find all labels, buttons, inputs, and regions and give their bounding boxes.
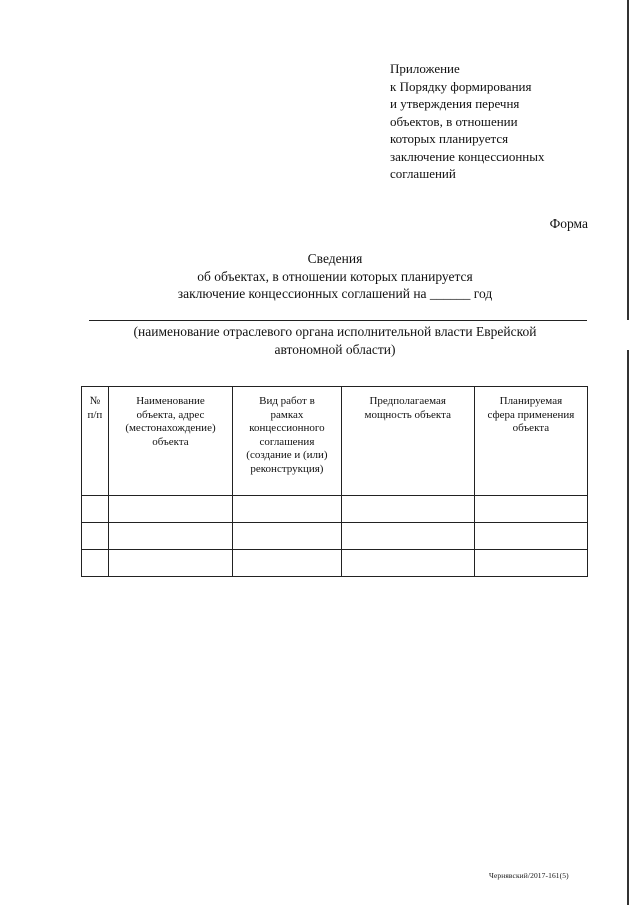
table-cell[interactable] [474, 523, 587, 550]
table-cell[interactable] [233, 496, 341, 523]
org-caption-line-1: (наименование отраслевого органа исполнительной власти Еврейской [133, 324, 537, 339]
title-line-1: Сведения [307, 251, 363, 266]
appendix-line: объектов, в отношении [390, 113, 518, 129]
appendix-line: к Порядку формирования [390, 78, 532, 94]
form-label: Форма [549, 216, 588, 231]
header-number: № п/п [82, 387, 109, 496]
table-row [82, 496, 588, 523]
table-row [82, 550, 588, 577]
table-cell[interactable] [474, 496, 587, 523]
title-line-2: об объектах, в отношении которых планируется [197, 268, 473, 284]
table-cell[interactable] [233, 523, 341, 550]
header-capacity: Предполагаемая мощность объекта [341, 387, 474, 496]
organization-caption [80, 323, 590, 359]
document-title [80, 250, 590, 303]
scan-edge-line [627, 0, 629, 320]
header-work-type: Вид работ в рамках концессионного соглашения (создание и (или) реконструкция) [233, 387, 341, 496]
appendix-line: Приложение [390, 61, 460, 76]
table-cell[interactable] [82, 550, 109, 577]
table-cell[interactable] [108, 550, 232, 577]
table-cell[interactable] [108, 523, 232, 550]
appendix-block [390, 60, 610, 183]
table-header-row [82, 387, 588, 496]
scan-edge-line [627, 350, 629, 905]
objects-table [81, 386, 588, 577]
table-cell[interactable] [82, 523, 109, 550]
table-cell[interactable] [341, 550, 474, 577]
table-cell[interactable] [341, 496, 474, 523]
table-row [82, 523, 588, 550]
table-cell[interactable] [474, 550, 587, 577]
appendix-line: соглашений [390, 166, 456, 181]
header-application: Планируемая сфера применения объекта [474, 387, 587, 496]
table-cell[interactable] [233, 550, 341, 577]
header-object-name: Наименование объекта, адрес (местонахождение) объекта [108, 387, 232, 496]
table-cell[interactable] [82, 496, 109, 523]
organization-blank-line [89, 320, 587, 321]
appendix-line: и утверждения перечня [390, 96, 520, 111]
document-footer-code: Чернявский/2017-161(5) [489, 871, 569, 880]
org-caption-line-2: автономной области) [274, 342, 396, 357]
title-line-3: заключение концессионных соглашений на ______ год [177, 286, 493, 301]
table-cell[interactable] [108, 496, 232, 523]
table-cell[interactable] [341, 523, 474, 550]
appendix-line: которых планируется [390, 131, 509, 146]
appendix-line: заключение концессионных [390, 148, 545, 164]
